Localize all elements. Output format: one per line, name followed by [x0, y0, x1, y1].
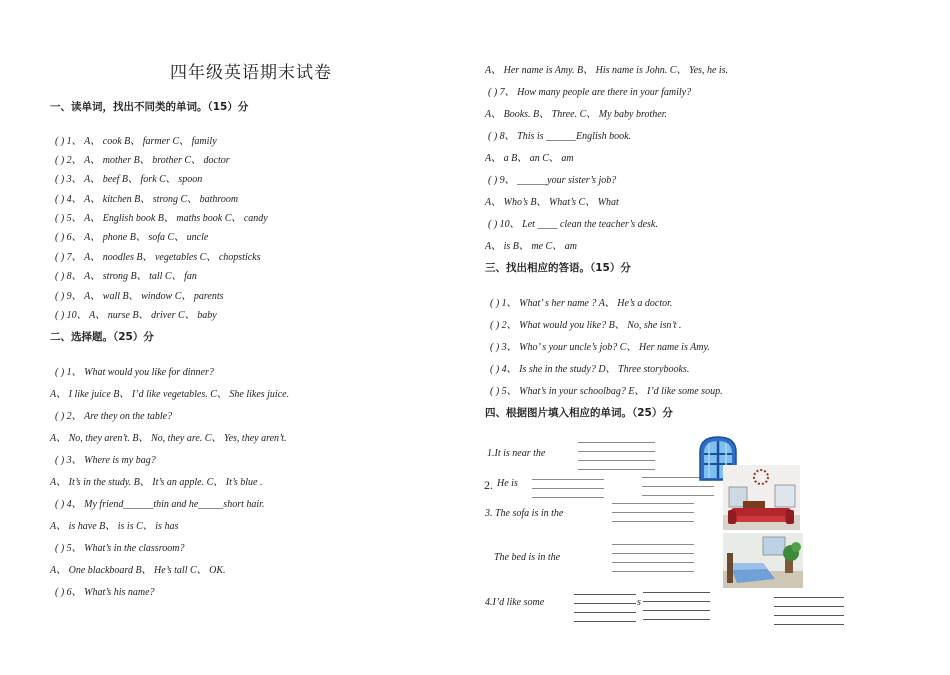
s1-question: ( ) 10、 A、 nurse B、 driver C、 baby: [55, 310, 217, 321]
s2-options: A、 One blackboard B、 He’s tall C、 OK.: [50, 565, 226, 576]
s2-question: ( ) 10、 Let ____ clean the teacher’s desk.: [488, 219, 658, 230]
s2-question: ( ) 9、 ______your sister’s job?: [488, 175, 617, 186]
answer-blank[interactable]: [642, 495, 714, 496]
answer-blank[interactable]: [612, 544, 694, 545]
answer-blank[interactable]: [532, 479, 604, 480]
s4-question-1: 1.It is near the: [487, 448, 546, 459]
s2-question: ( ) 7、 How many people are there in your family?: [488, 87, 692, 98]
answer-blank[interactable]: [643, 592, 710, 593]
answer-blank[interactable]: [612, 571, 694, 572]
answer-blank[interactable]: [774, 624, 844, 625]
answer-blank[interactable]: [578, 460, 655, 461]
s3-question: ( ) 2、 What would you like? B、 No, she isn’t .: [490, 320, 682, 331]
s2-options: A、 Books. B、 Three. C、 My baby brother.: [485, 109, 668, 120]
s2-options: A、 Her name is Amy. B、 His name is John. C、 Yes, he is.: [485, 65, 729, 76]
section-1-heading: 一、读单词，找出不同类的单词。（15）分: [50, 101, 249, 113]
s2-options: A、 is B、 me C、 am: [485, 241, 577, 252]
s1-question: ( ) 3、 A、 beef B、 fork C、 spoon: [55, 174, 203, 185]
bedroom-picture: [723, 533, 803, 588]
s4-number-2: 2.: [484, 478, 493, 492]
answer-blank[interactable]: [642, 486, 714, 487]
s2-question: ( ) 3、 Where is my bag?: [55, 455, 156, 466]
s3-question: ( ) 4、 Is she in the study? D、 Three storybooks.: [490, 364, 690, 375]
answer-blank[interactable]: [643, 619, 710, 620]
s2-options: A、 Who’s B、 What’s C、 What: [485, 197, 619, 208]
s3-question: ( ) 1、 What’ s her name ? A、 He’s a doctor.: [490, 298, 673, 309]
s2-question: ( ) 8、 This is ______English book.: [488, 131, 632, 142]
s4-question-3b: The bed is in the: [494, 552, 561, 563]
answer-blank[interactable]: [612, 562, 694, 563]
s2-options: A、 No, they aren’t. B、 No, they are. C、 Yes, they aren’t.: [50, 433, 287, 444]
answer-blank[interactable]: [643, 610, 710, 611]
s4-word-fragment: s: [637, 597, 641, 608]
answer-blank[interactable]: [574, 594, 636, 595]
section-4-heading: 四、根据图片填入相应的单词。（25）分: [485, 407, 673, 419]
s1-question: ( ) 7、 A、 noodles B、 vegetables C、 chopsticks: [55, 252, 261, 263]
answer-blank[interactable]: [578, 451, 655, 452]
answer-blank[interactable]: [612, 553, 694, 554]
s1-question: ( ) 6、 A、 phone B、 sofa C、 uncle: [55, 232, 209, 243]
living-room-picture: [723, 465, 800, 530]
answer-blank[interactable]: [574, 621, 636, 622]
s4-question-4: 4.I’d like some: [485, 597, 545, 608]
s2-question: ( ) 4、 My friend______thin and he_____short hair.: [55, 499, 265, 510]
s3-question: ( ) 3、 Who’ s your uncle’s job? C、 Her name is Amy.: [490, 342, 710, 353]
s2-question: ( ) 6、 What’s his name?: [55, 587, 155, 598]
answer-blank[interactable]: [774, 615, 844, 616]
answer-blank[interactable]: [532, 497, 604, 498]
s4-question-2: He is: [497, 478, 518, 489]
answer-blank[interactable]: [612, 503, 694, 504]
s1-question: ( ) 9、 A、 wall B、 window C、 parents: [55, 291, 224, 302]
answer-blank[interactable]: [612, 512, 694, 513]
answer-blank[interactable]: [774, 597, 844, 598]
section-3-heading: 三、找出相应的答语。（15）分: [485, 262, 631, 274]
s2-options: A、 It’s in the study. B、 It’s an apple. C、 It’s blue .: [50, 477, 263, 488]
s2-question: ( ) 1、 What would you like for dinner?: [55, 367, 214, 378]
s3-question: ( ) 5、 What’s in your schoolbag? E、 I’d like some soup.: [490, 386, 723, 397]
s2-question: ( ) 2、 Are they on the table?: [55, 411, 173, 422]
s2-options: A、 is have B、 is is C、 is has: [50, 521, 179, 532]
s1-question: ( ) 5、 A、 English book B、 maths book C、 candy: [55, 213, 268, 224]
s2-question: ( ) 5、 What’s in the classroom?: [55, 543, 185, 554]
s2-options: A、 I like juice B、 I’d like vegetables. C、 She likes juice.: [50, 389, 290, 400]
answer-blank[interactable]: [574, 603, 636, 604]
answer-blank[interactable]: [578, 442, 655, 443]
s1-question: ( ) 4、 A、 kitchen B、 strong C、 bathroom: [55, 194, 239, 205]
s2-options: A、 a B、 an C、 am: [485, 153, 574, 164]
section-2-heading: 二、选择题。（25）分: [50, 331, 154, 343]
s1-question: ( ) 2、 A、 mother B、 brother C、 doctor: [55, 155, 230, 166]
s1-question: ( ) 8、 A、 strong B、 tall C、 fan: [55, 271, 197, 282]
page-title: 四年级英语期末试卷: [170, 63, 332, 83]
answer-blank[interactable]: [612, 521, 694, 522]
s1-question: ( ) 1、 A、 cook B、 farmer C、 family: [55, 136, 217, 147]
s4-question-3: 3. The sofa is in the: [485, 508, 564, 519]
answer-blank[interactable]: [574, 612, 636, 613]
answer-blank[interactable]: [578, 469, 655, 470]
answer-blank[interactable]: [532, 488, 604, 489]
answer-blank[interactable]: [774, 606, 844, 607]
answer-blank[interactable]: [643, 601, 710, 602]
